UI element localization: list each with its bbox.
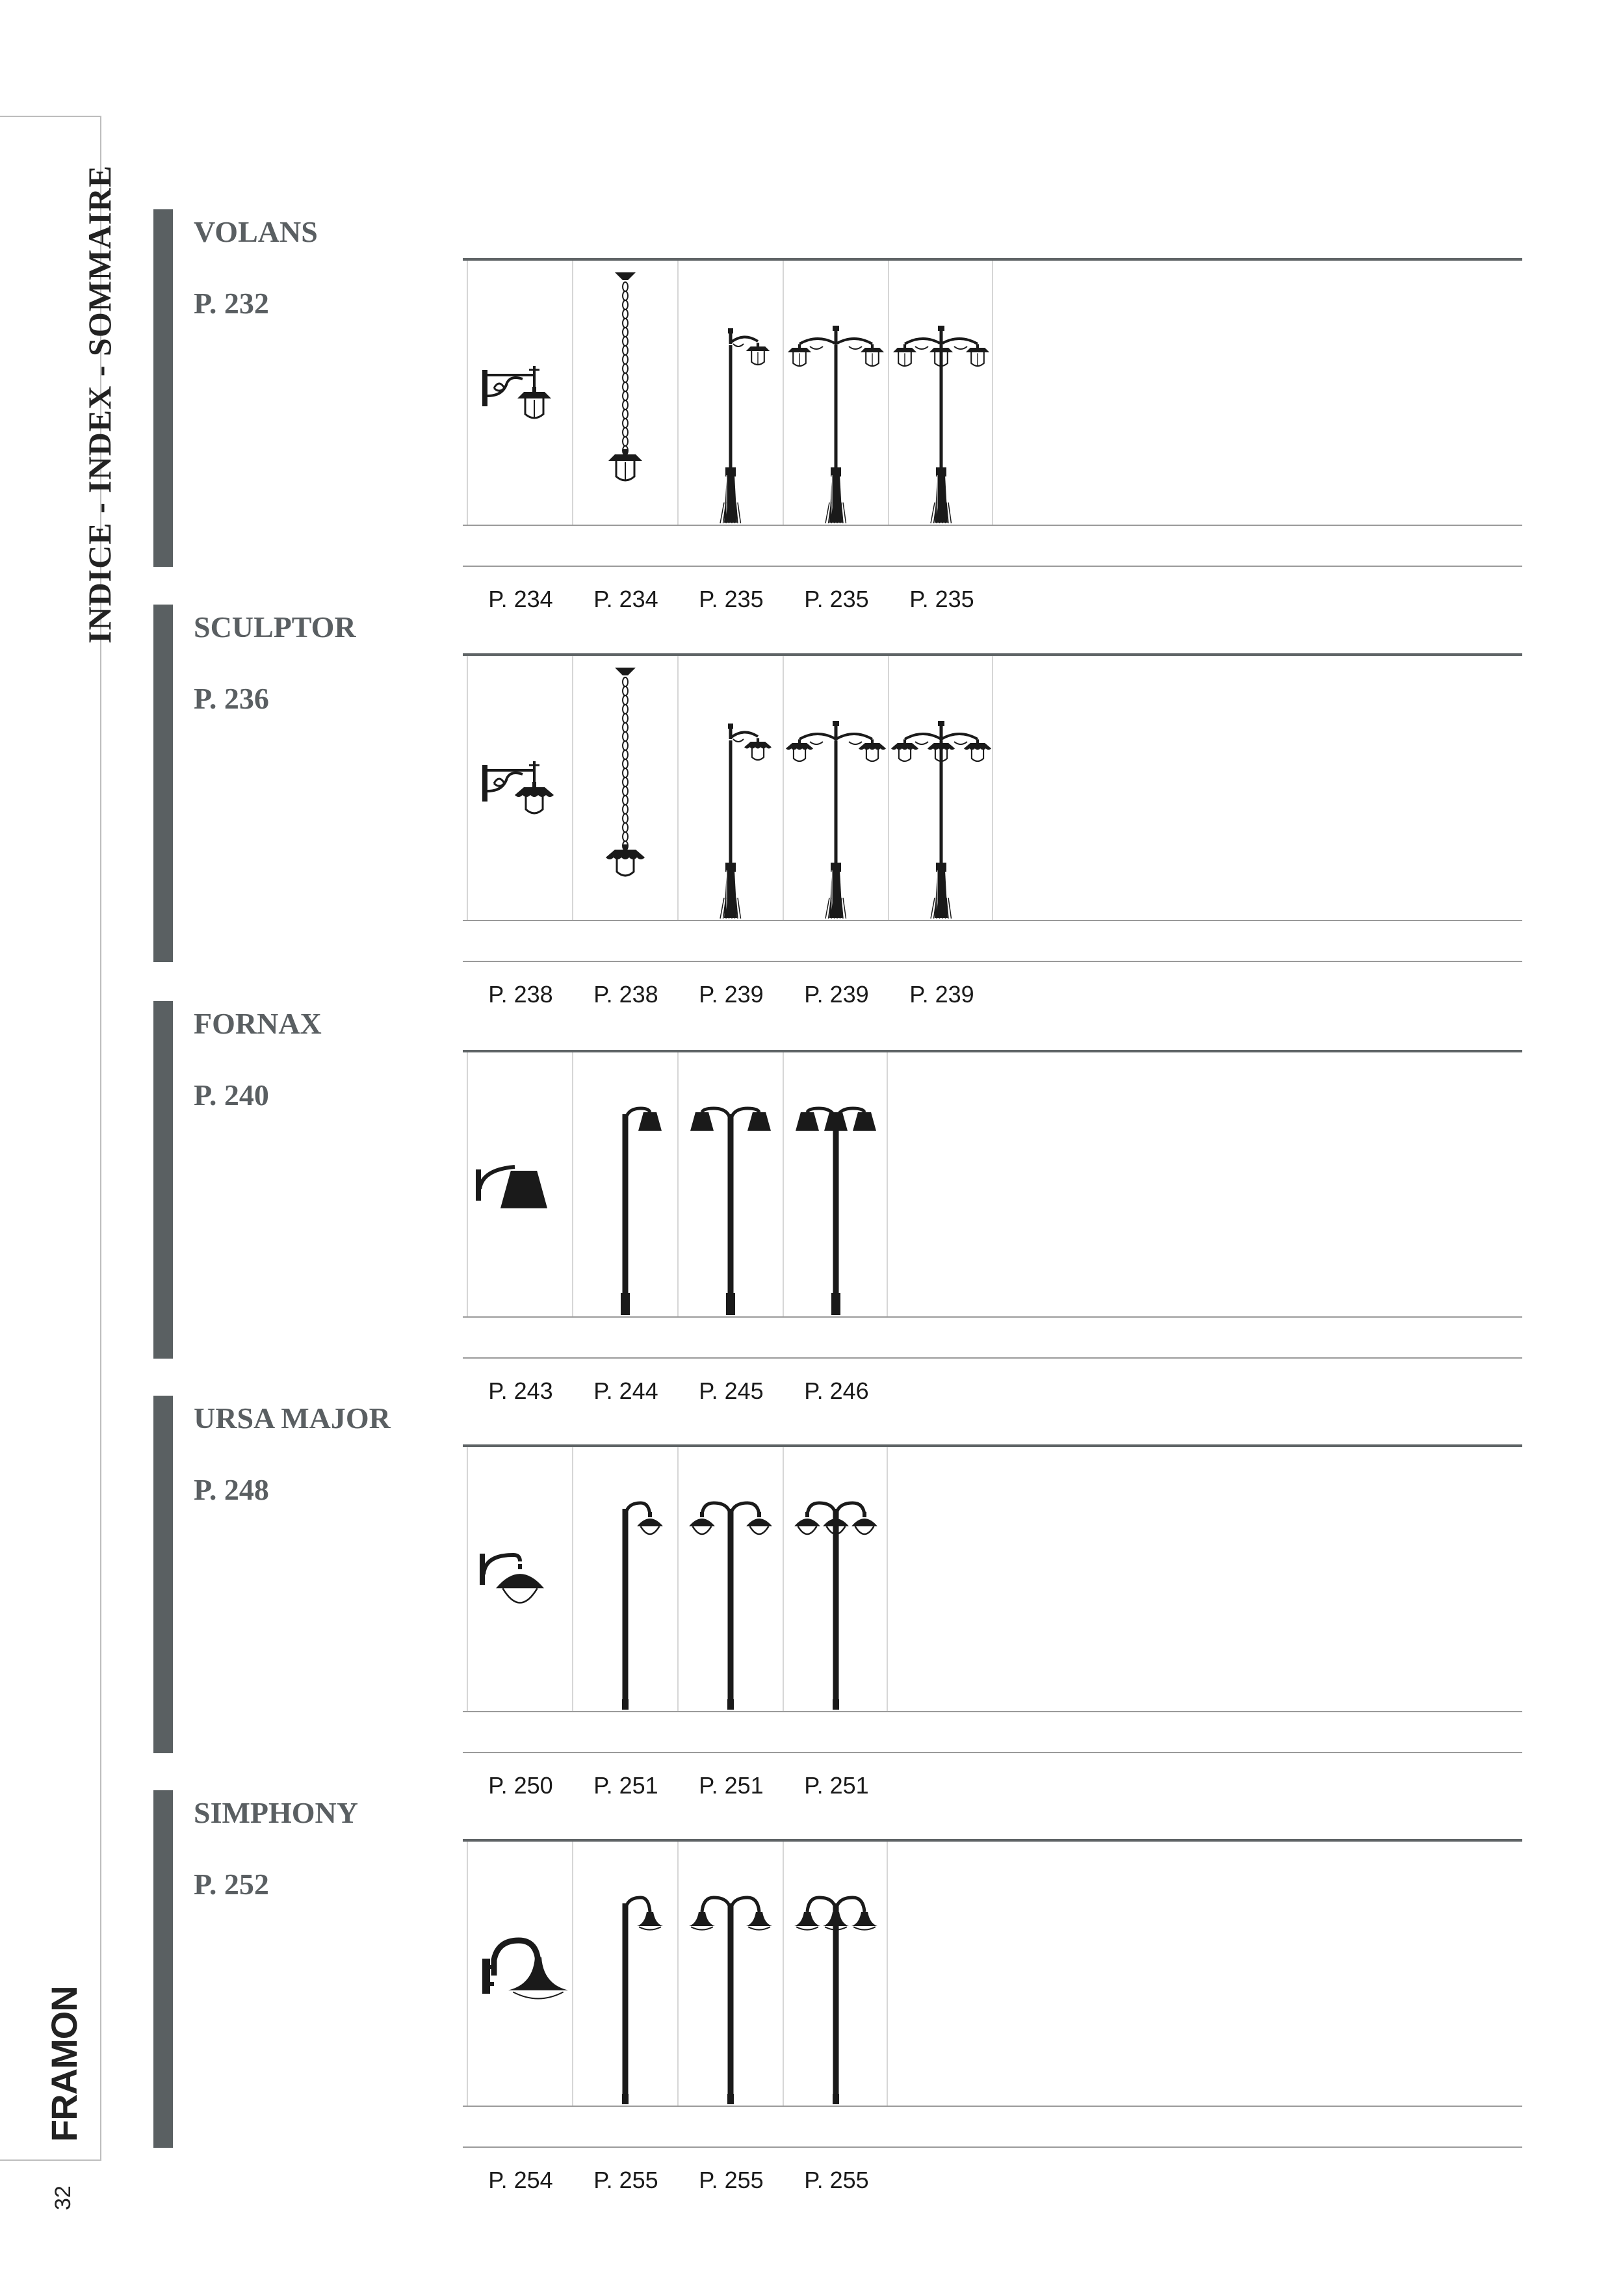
product-thumbnail[interactable]	[677, 1447, 783, 1799]
product-section-simphony	[0, 1790, 1623, 2193]
product-page-label: P. 244	[593, 1377, 658, 1404]
product-page-label: P. 235	[909, 586, 974, 612]
brand-logo-text: FRAMON	[44, 1986, 84, 2142]
wall-bell-shade-icon	[468, 1052, 572, 1316]
chain-pendant-lantern-icon	[573, 656, 677, 920]
section-page-ref: P. 232	[194, 287, 269, 320]
triple-arm-lamp-post-icon	[889, 656, 993, 920]
section-page-ref: P. 252	[194, 1868, 269, 1901]
product-thumbnail[interactable]	[572, 1447, 677, 1799]
product-section-fornax	[0, 1001, 1623, 1404]
product-page-label: P. 245	[699, 1377, 764, 1404]
product-page-label: P. 251	[593, 1772, 658, 1799]
product-page-label: P. 255	[699, 2167, 764, 2193]
product-page-label: P. 250	[488, 1772, 553, 1799]
section-mid-rule	[463, 525, 1522, 526]
wall-dome-globe-icon	[468, 1447, 572, 1711]
section-mid-rule	[463, 920, 1522, 921]
double-dome-post-icon	[679, 1447, 783, 1711]
product-section-volans	[0, 209, 1623, 612]
section-mid-rule	[463, 1316, 1522, 1318]
sidebar-title-text: INDICE - INDEX - SOMMAIRE	[81, 164, 118, 644]
product-page-label: P. 243	[488, 1377, 553, 1404]
sidebar-top-rule	[0, 116, 101, 117]
product-page-label: P. 239	[804, 981, 869, 1008]
product-page-label: P. 238	[488, 981, 553, 1008]
single-arm-lamp-post-icon	[679, 656, 783, 920]
triple-dome-post-icon	[784, 1447, 888, 1711]
section-title: VOLANS	[194, 215, 318, 248]
product-thumbnail[interactable]	[467, 656, 572, 1008]
product-thumbnail[interactable]	[783, 1447, 888, 1799]
product-thumbnail[interactable]	[572, 261, 677, 612]
single-arm-lamp-post-icon	[679, 261, 783, 525]
product-thumbnail[interactable]	[783, 1052, 888, 1404]
chain-pendant-lantern-icon	[573, 261, 677, 525]
product-page-label: P. 234	[488, 586, 553, 612]
product-thumbnail[interactable]	[888, 261, 993, 612]
single-trumpet-post-icon	[573, 1842, 677, 2106]
double-arm-lamp-post-icon	[784, 261, 888, 525]
section-title: FORNAX	[194, 1007, 322, 1040]
product-page-label: P. 255	[593, 2167, 658, 2193]
section-accent-bar	[153, 209, 173, 567]
product-page-label: P. 246	[804, 1377, 869, 1404]
section-bottom-rule	[463, 2146, 1522, 2148]
page-number-text: 32	[51, 2185, 75, 2210]
product-page-label: P. 235	[804, 586, 869, 612]
product-thumbnail[interactable]	[572, 656, 677, 1008]
section-page-ref: P. 248	[194, 1473, 269, 1506]
product-thumbnail[interactable]	[677, 1842, 783, 2193]
single-dome-post-icon	[573, 1447, 677, 1711]
product-thumbnail[interactable]	[783, 261, 888, 612]
product-page-label: P. 239	[699, 981, 764, 1008]
product-page-label: P. 255	[804, 2167, 869, 2193]
product-page-label: P. 239	[909, 981, 974, 1008]
section-bottom-rule	[463, 566, 1522, 567]
section-accent-bar	[153, 605, 173, 962]
product-thumbnail[interactable]	[467, 1447, 572, 1799]
triple-trumpet-post-icon	[784, 1842, 888, 2106]
product-thumbnail[interactable]	[677, 656, 783, 1008]
product-thumbnail[interactable]	[677, 261, 783, 612]
section-page-ref: P. 236	[194, 682, 269, 715]
product-thumbnail[interactable]	[783, 656, 888, 1008]
triple-bell-shade-post-icon	[784, 1052, 888, 1316]
product-thumbnail[interactable]	[467, 1052, 572, 1404]
section-accent-bar	[153, 1790, 173, 2148]
wall-trumpet-shade-icon	[468, 1842, 572, 2106]
product-page-label: P. 251	[699, 1772, 764, 1799]
triple-arm-lamp-post-icon	[889, 261, 993, 525]
product-page-label: P. 251	[804, 1772, 869, 1799]
product-thumbnail[interactable]	[467, 261, 572, 612]
product-thumbnail[interactable]	[467, 1842, 572, 2193]
single-bell-shade-post-icon	[573, 1052, 677, 1316]
section-bottom-rule	[463, 1357, 1522, 1359]
double-arm-lamp-post-icon	[784, 656, 888, 920]
wall-bracket-lantern-icon	[468, 656, 572, 920]
product-page-label: P. 254	[488, 2167, 553, 2193]
double-bell-shade-post-icon	[679, 1052, 783, 1316]
wall-bracket-lantern-icon	[468, 261, 572, 525]
section-title: URSA MAJOR	[194, 1402, 391, 1435]
section-mid-rule	[463, 1711, 1522, 1712]
section-bottom-rule	[463, 961, 1522, 962]
section-page-ref: P. 240	[194, 1078, 269, 1112]
section-accent-bar	[153, 1001, 173, 1359]
sidebar-bottom-rule	[0, 2159, 101, 2161]
product-page-label: P. 235	[699, 586, 764, 612]
product-page-label: P. 234	[593, 586, 658, 612]
section-bottom-rule	[463, 1752, 1522, 1753]
section-title: SIMPHONY	[194, 1796, 358, 1829]
product-section-sculptor	[0, 605, 1623, 1008]
product-thumbnail[interactable]	[783, 1842, 888, 2193]
section-accent-bar	[153, 1396, 173, 1753]
section-mid-rule	[463, 2106, 1522, 2107]
product-section-ursa-major	[0, 1396, 1623, 1799]
product-thumbnail[interactable]	[572, 1842, 677, 2193]
product-thumbnail[interactable]	[888, 656, 993, 1008]
product-page-label: P. 238	[593, 981, 658, 1008]
section-title: SCULPTOR	[194, 610, 356, 644]
product-thumbnail[interactable]	[677, 1052, 783, 1404]
double-trumpet-post-icon	[679, 1842, 783, 2106]
product-thumbnail[interactable]	[572, 1052, 677, 1404]
